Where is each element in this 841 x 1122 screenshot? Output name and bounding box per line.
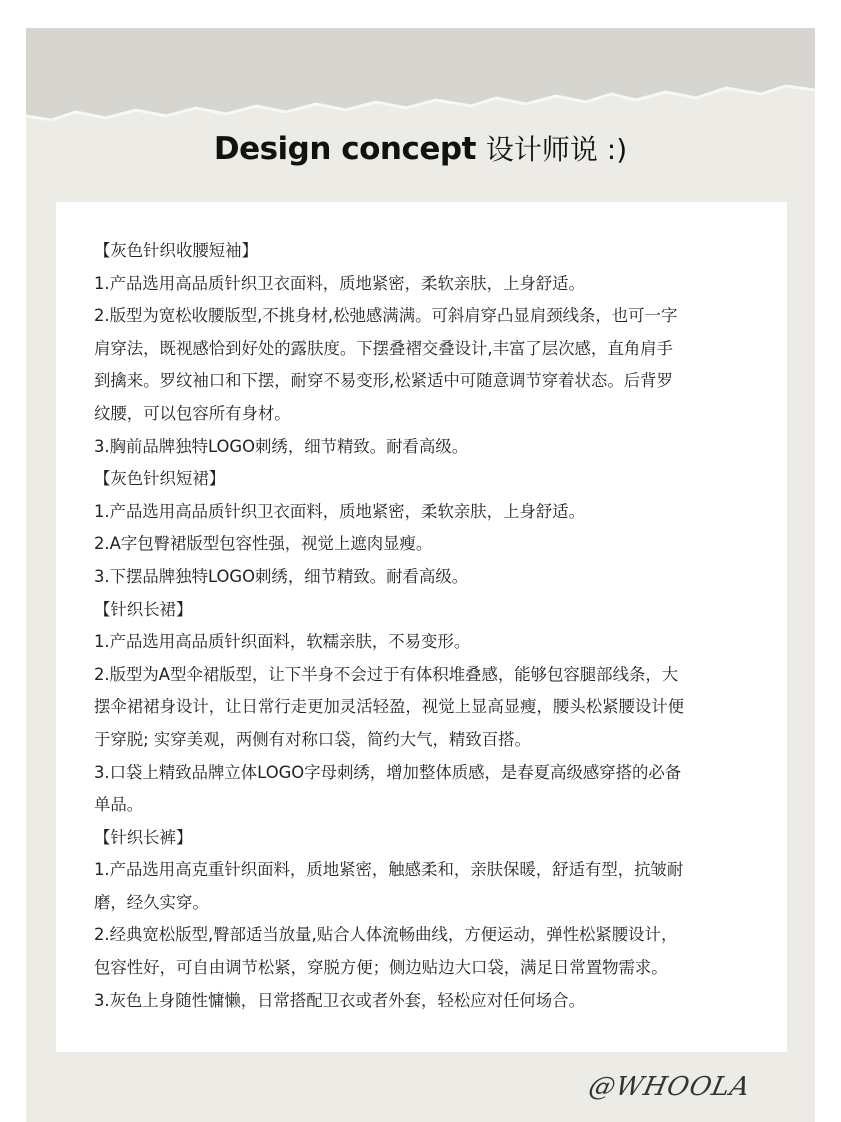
text-line: 2.版型为A型伞裙版型，让下半身不会过于有体积堆叠感，能够包容腿部线条，大 xyxy=(94,664,679,684)
text-line: 2.A字包臀裙版型包容性强，视觉上遮肉显瘦。 xyxy=(94,534,433,554)
brand-signature: @WHOOLA xyxy=(585,1072,754,1102)
page-title xyxy=(0,128,841,168)
text-line: 摆伞裙裙身设计，让日常行走更加灵活轻盈，视觉上显高显瘦，腰头松紧腰设计便 xyxy=(94,697,685,717)
text-line: 1.产品选用高品质针织卫衣面料，质地紧密，柔软亲肤，上身舒适。 xyxy=(94,273,585,293)
text-line: 3.胸前品牌独特LOGO刺绣，细节精致。耐看高级。 xyxy=(94,436,469,456)
text-line: 3.口袋上精致品牌立体LOGO字母刺绣，增加整体质感，是春夏高级感穿搭的必备 xyxy=(94,762,682,782)
text-line: 3.灰色上身随性慵懒，日常搭配卫衣或者外套，轻松应对任何场合。 xyxy=(94,990,585,1010)
design-description xyxy=(94,235,762,1017)
text-line: 肩穿法，既视感恰到好处的露肤度。下摆叠褶交叠设计,丰富了层次感，直角肩手 xyxy=(94,338,673,358)
text-line: 单品。 xyxy=(94,795,144,815)
text-line: 1.产品选用高克重针织面料，质地紧密，触感柔和，亲肤保暖，舒适有型，抗皱耐 xyxy=(94,860,684,880)
text-line: 2.经典宽松版型,臀部适当放量,贴合人体流畅曲线，方便运动，弹性松紧腰设计， xyxy=(94,925,678,945)
title-chinese: 设计师说 :) xyxy=(485,133,628,166)
text-line: 纹腰，可以包容所有身材。 xyxy=(94,403,291,423)
text-line: 到擒来。罗纹袖口和下摆，耐穿不易变形,松紧适中可随意调节穿着状态。后背罗 xyxy=(94,371,673,391)
section-heading: 【灰色针织短裙】 xyxy=(94,469,226,489)
text-line: 包容性好，可自由调节松紧，穿脱方便；侧边贴边大口袋，满足日常置物需求。 xyxy=(94,958,668,978)
text-line: 3.下摆品牌独特LOGO刺绣，细节精致。耐看高级。 xyxy=(94,566,469,586)
section-heading: 【灰色针织收腰短袖】 xyxy=(94,241,258,260)
text-line: 2.版型为宽松收腰版型,不挑身材,松弛感满满。可斜肩穿凸显肩颈线条，也可一字 xyxy=(94,306,678,326)
section-heading: 【针织长裤】 xyxy=(94,827,193,847)
text-line: 1.产品选用高品质针织卫衣面料，质地紧密，柔软亲肤，上身舒适。 xyxy=(94,501,585,521)
text-line: 磨，经久实穿。 xyxy=(94,892,209,912)
title-english: Design concept xyxy=(213,131,476,167)
text-line: 1.产品选用高品质针织面料，软糯亲肤，不易变形。 xyxy=(94,632,471,652)
text-line: 于穿脱; 实穿美观，两侧有对称口袋，简约大气，精致百搭。 xyxy=(94,729,531,749)
torn-paper-edge xyxy=(26,28,815,138)
section-heading: 【针织长裙】 xyxy=(94,599,193,619)
